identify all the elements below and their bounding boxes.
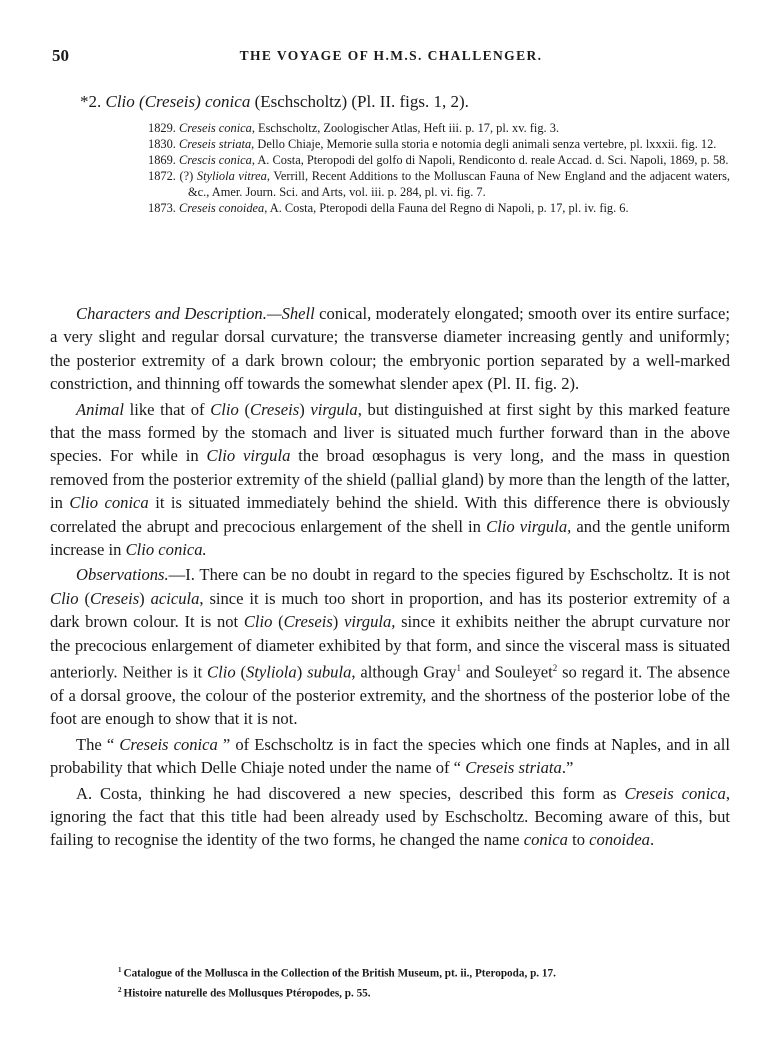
synonym-year: 1829.: [148, 121, 176, 135]
species-epithet: conica: [205, 92, 251, 111]
synonym-citation: , Eschscholtz, Zoologischer Atlas, Heft iii. p. 17, pl. xv. fig. 3.: [251, 121, 560, 135]
synonym-name: Creseis conoidea: [179, 201, 265, 215]
footnote-ref[interactable]: 1: [456, 663, 461, 674]
species-authority: (Eschscholtz): [254, 92, 348, 111]
footnote-mark: 1: [118, 966, 122, 974]
synonym-citation: , Dello Chiaje, Memorie sulla storia e notomia degli animali senza vertebre, pl. lxxxii. fig. 12.: [251, 137, 717, 151]
synonym-citation: , A. Costa, Pteropodi della Fauna del Regno di Napoli, p. 17, pl. iv. fig. 6.: [264, 201, 629, 215]
synonym-name: Styliola vitrea: [196, 169, 267, 183]
running-header: [52, 46, 730, 70]
paragraph-observations: Observations.—I. There can be no doubt in regard to the species figured by Eschscholtz. It is not Clio (Creseis) acicula, since it is much too short in proportion, and has its posterior extremity of a dark brown colour. It is not Clio (Creseis) virgula, since it exhibits neither the abrupt curvature nor the precocious enlargement of diameter exhibited by that form, and since the visceral mass is situated anteriorly. Neither is it Clio (Styliola) subula, although Gray$^1$ and Souleyet$^2$ so regard it. The absence of a dorsal groove, the colour of the posterior extremity, and the shortness of the posterior lobe of the foot are enough to show that it is not.: [50, 565, 730, 729]
paragraph-characters: Characters and Description.—Shell conical, moderately elongated; smooth over its entire surface; a very slight and regular dorsal curvature; the transverse diameter increasing gently and uniformly; the posterior extremity of a dark brown colour; the embryonic portion separated by a well-marked constriction, and thinning off towards the somewhat slender apex (Pl. II. fig. 2).: [50, 304, 731, 394]
synonym-year: 1869.: [148, 153, 176, 167]
synonym-name: Creseis conica: [179, 121, 252, 135]
footnote-text: Catalogue of the Mollusca in the Collection of the British Museum, pt. ii., Pteropoda, p. 17.: [123, 967, 556, 980]
running-title: THE VOYAGE OF H.M.S. CHALLENGER.: [239, 48, 543, 63]
body-text: [50, 302, 730, 852]
footnote-ref[interactable]: 2: [552, 663, 558, 674]
paragraph-animal: Animal like that of Clio (Creseis) virgula, but distinguished at first sight by this marked feature that the mass formed by the stomach and liver is situated much further forward than in the above species. For while in Clio virgula the broad œsophagus is very long, and the mass in question removed from the posterior extremity of the shield (pallial gland) by more than the length of the latter, in Clio conica it is situated immediately behind the shield. With this difference there is obviously correlated the abrupt and precocious enlargement of the shell in Clio virgula, and the gentle uniform increase in Clio conica.: [50, 399, 731, 560]
footnote: [118, 962, 730, 982]
paragraph-eschscholtz: The “ Creseis conica ” of Eschscholtz is in fact the species which one finds at Naples, and in all probability that which Delle Chiaje noted under the name of “ Creseis striata.”: [50, 734, 730, 778]
synonym-entry: [148, 120, 730, 136]
species-heading: [80, 92, 740, 112]
footnote-text: Histoire naturelle des Mollusques Ptéropodes, p. 55.: [123, 987, 371, 1000]
synonym-year: 1830.: [148, 137, 176, 151]
synonym-entry: [148, 200, 730, 216]
synonym-citation: , Verrill, Recent Additions to the Molluscan Fauna of New England and the adjacent waters, &c., Amer. Journ. Sci. and Arts, vol. iii. p. 284, pl. vi. fig. 7.: [188, 169, 730, 199]
synonym-year: 1873.: [148, 201, 176, 215]
synonym-citation: , A. Costa, Pteropodi del golfo di Napoli, Rendiconto d. reale Accad. d. Sci. Napoli, 1869, p. 58.: [251, 153, 729, 167]
synonym-name: Crescis conica: [179, 153, 252, 167]
footnote-mark: 2: [118, 985, 122, 994]
paragraph-costa: A. Costa, thinking he had discovered a new species, described this form as Creseis conica, ignoring the fact that this title had been already used by Eschscholtz. Becoming aware of this, but failing to recognise the identity of the two forms, he changed the name conica to conoidea.: [50, 783, 731, 850]
synonym-entry: [148, 168, 730, 200]
species-subgenus: (Creseis): [139, 92, 201, 111]
synonym-entry: [148, 136, 730, 152]
species-plate-ref: (Pl. II. figs. 1, 2).: [351, 92, 469, 111]
synonym-name: Creseis striata: [179, 137, 252, 151]
synonym-entry: [148, 152, 730, 168]
synonymy-list: [148, 120, 730, 216]
footnotes: [118, 962, 730, 1001]
page-number: 50: [52, 46, 69, 65]
footnote: [118, 982, 730, 1002]
synonym-year: 1872. (?): [148, 169, 194, 183]
species-number: *2.: [80, 92, 102, 111]
species-genus: Clio: [105, 92, 135, 111]
